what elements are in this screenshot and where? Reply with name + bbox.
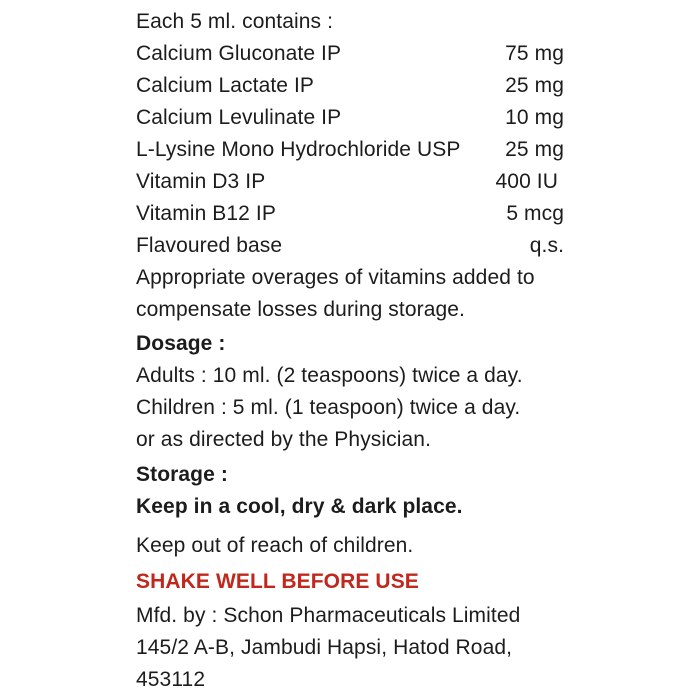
children-warning: Keep out of reach of children. [136, 534, 414, 557]
ingredient-name: Calcium Levulinate IP [136, 106, 342, 129]
ingredient-row [136, 38, 564, 70]
ingredient-name: Flavoured base [136, 234, 283, 257]
ingredient-row [136, 102, 564, 134]
ingredient-name: Calcium Gluconate IP [136, 42, 342, 65]
ingredient-quantity: 400 IU [495, 170, 558, 193]
manufacturer-line: Mfd. by : Schon Pharmaceuticals Limited [136, 604, 521, 627]
composition-intro: Each 5 ml. contains : [136, 10, 334, 33]
storage-instruction: Keep in a cool, dry & dark place. [136, 495, 463, 518]
dosage-line: or as directed by the Physician. [136, 428, 432, 451]
ingredient-name: Vitamin D3 IP [136, 170, 266, 193]
ingredient-row [136, 70, 564, 102]
ingredient-row [136, 166, 564, 198]
overages-note-line: Appropriate overages of vitamins added to [136, 266, 535, 289]
shake-warning: SHAKE WELL BEFORE USE [136, 570, 419, 593]
ingredient-name: Calcium Lactate IP [136, 74, 315, 97]
ingredient-quantity: q.s. [529, 234, 564, 257]
manufacturer-address-line: 145/2 A-B, Jambudi Hapsi, Hatod Road, [136, 636, 513, 659]
ingredient-quantity: 25 mg [505, 74, 564, 97]
ingredient-name: Vitamin B12 IP [136, 202, 276, 225]
storage-heading: Storage : [136, 463, 228, 486]
ingredient-row [136, 230, 564, 262]
ingredient-quantity: 10 mg [505, 106, 564, 129]
ingredient-row [136, 134, 564, 166]
overages-note-line: compensate losses during storage. [136, 298, 465, 321]
ingredient-quantity: 75 mg [505, 42, 564, 65]
ingredient-quantity: 5 mcg [506, 202, 564, 225]
dosage-line: Children : 5 ml. (1 teaspoon) twice a day. [136, 396, 521, 419]
ingredient-name: L-Lysine Mono Hydrochloride USP [136, 138, 461, 161]
manufacturer-pincode: 453112 [136, 668, 206, 691]
ingredient-quantity: 25 mg [505, 138, 564, 161]
ingredient-row [136, 198, 564, 230]
dosage-line: Adults : 10 ml. (2 teaspoons) twice a day. [136, 364, 523, 387]
dosage-heading: Dosage : [136, 332, 226, 355]
